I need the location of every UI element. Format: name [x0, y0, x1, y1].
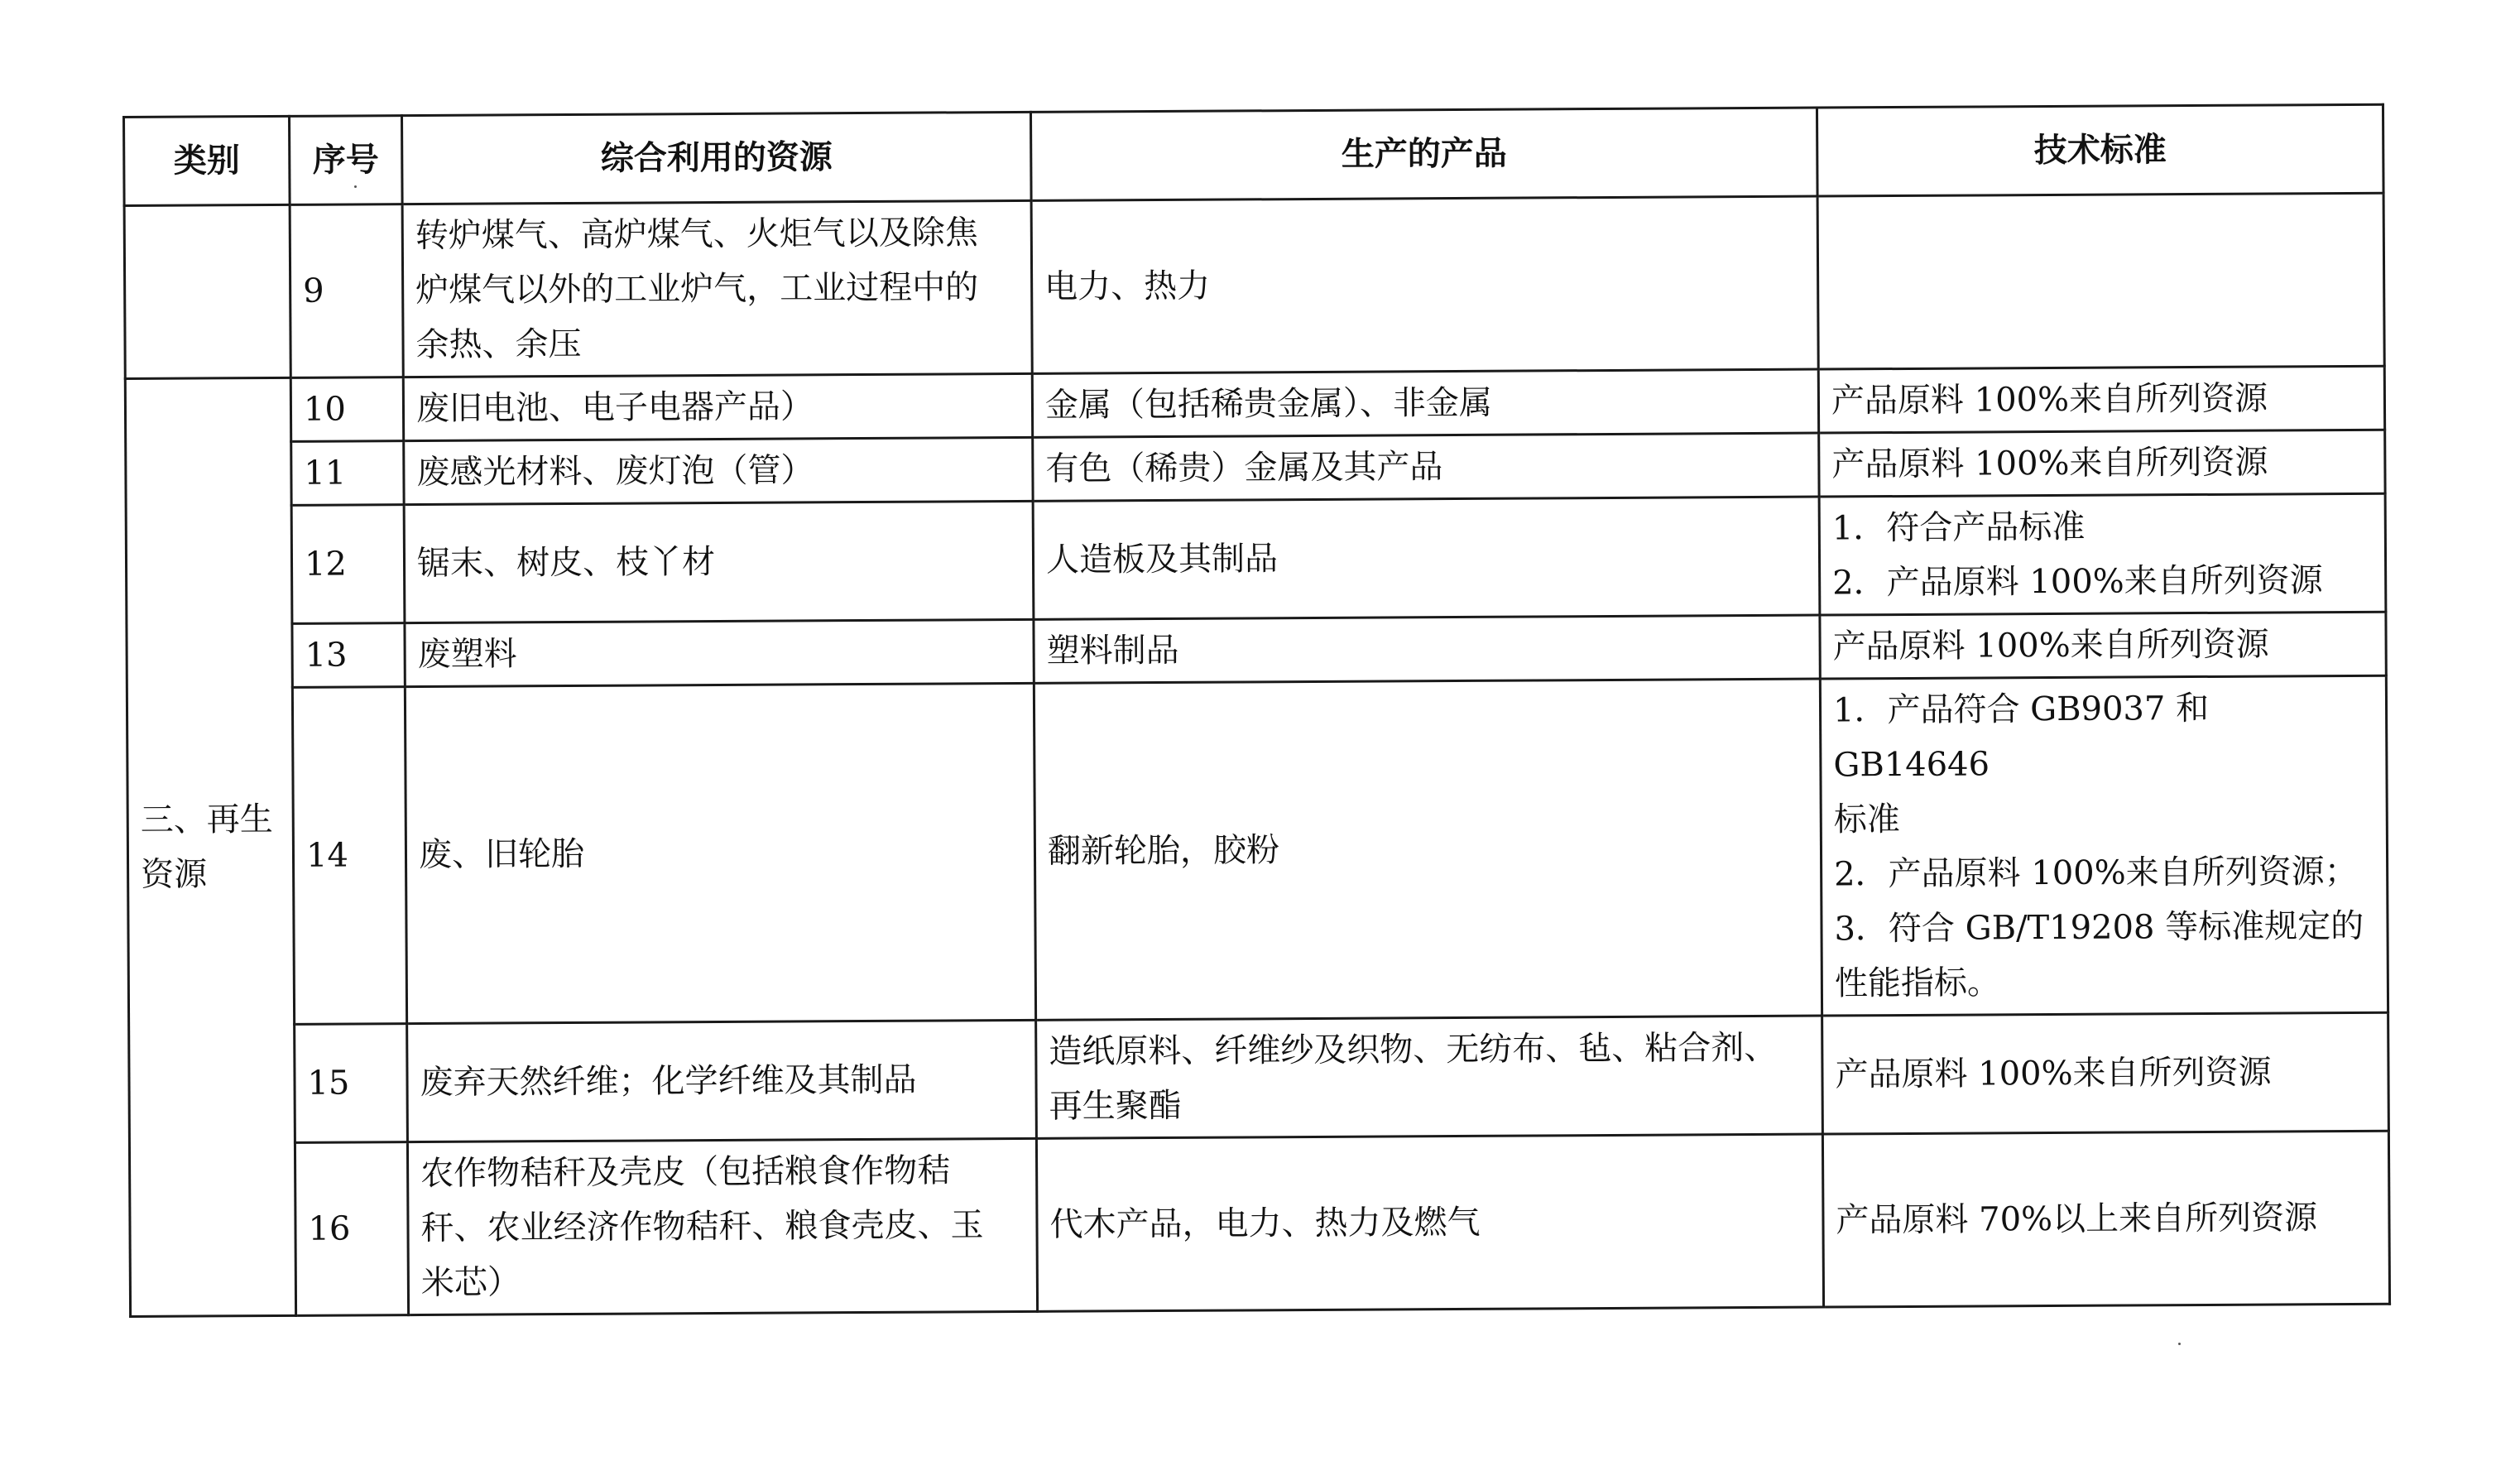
product-cell: [1036, 1134, 1823, 1311]
seq-cell: 9: [290, 204, 403, 378]
resource-line: 废塑料: [417, 635, 517, 675]
product-cell: [1034, 615, 1820, 683]
resource-line: 炉煤气以外的工业炉气，工业过程中的: [415, 268, 979, 310]
product-cell: [1031, 196, 1818, 373]
standard-line: 产品原料 100%来自所列资源: [1832, 625, 2269, 666]
standard-line: 2．产品原料 100%来自所列资源；: [1834, 852, 2358, 894]
product-line: 金属（包括稀贵金属）、非金属: [1044, 383, 1493, 425]
resource-cell: [402, 200, 1032, 377]
category-cell-recycled: [125, 377, 295, 1316]
resource-line: 废、旧轮胎: [418, 834, 585, 875]
table-row: [129, 1131, 2389, 1316]
standard-line: 标准: [1833, 800, 1900, 839]
resource-cell: [405, 683, 1035, 1023]
resource-line: 废旧电池、电子电器产品）: [415, 387, 814, 429]
resource-table: [122, 103, 2391, 1318]
standard-cell: [1818, 366, 2384, 433]
product-cell: [1033, 433, 1819, 501]
category-cell-empty: [124, 204, 290, 378]
table-row: [127, 675, 2388, 1025]
standard-line: 产品原料 100%来自所列资源: [1835, 1053, 2272, 1094]
standard-cell-empty: [1817, 193, 2384, 369]
seq-cell: 14: [292, 687, 406, 1025]
standard-cell: [1820, 612, 2386, 679]
standard-line: 1．产品符合 GB9037 和 GB14646: [1832, 689, 2210, 785]
standard-cell: [1822, 1131, 2389, 1307]
seq-cell: 11: [291, 441, 404, 506]
table-row: [124, 193, 2384, 378]
table-row: [129, 1012, 2389, 1143]
product-line: 再生聚酯: [1049, 1086, 1182, 1126]
header-category: 类别: [124, 116, 290, 205]
resource-line: 锯末、树皮、枝丫材: [416, 543, 716, 584]
seq-cell: 10: [290, 377, 403, 442]
standard-line: 性能指标。: [1834, 964, 2001, 1003]
standard-cell: [1820, 675, 2388, 1016]
standard-line: 产品原料 70%以上来自所列资源: [1836, 1199, 2318, 1240]
product-line: 人造板及其制品: [1045, 540, 1279, 579]
resource-cell: [404, 501, 1034, 622]
resource-cell: [405, 619, 1034, 686]
resource-line: 废感光材料、废灯泡（管）: [416, 451, 814, 493]
standard-line: 1．符合产品标准: [1831, 507, 2086, 548]
product-cell: [1034, 679, 1822, 1020]
standard-line: 3．符合 GB/T19208 等标准规定的: [1834, 906, 2364, 949]
product-line: 造纸原料、纤维纱及织物、无纺布、毡、粘合剂、: [1049, 1028, 1778, 1071]
seq-cell: 13: [292, 623, 405, 688]
category-line: 资源: [140, 855, 208, 894]
product-cell: [1036, 1016, 1823, 1138]
standard-line: 2．产品原料 100%来自所列资源: [1832, 561, 2323, 603]
resource-line: 农作物秸秆及壳皮（包括粮食作物秸: [420, 1151, 951, 1194]
standard-cell: [1819, 430, 2385, 497]
resource-line: 转炉煤气、高炉煤气、火炬气以及除焦: [415, 214, 978, 256]
category-line: 三、再生: [140, 800, 273, 839]
standard-cell: [1819, 493, 2386, 615]
resource-cell: [407, 1138, 1037, 1314]
product-line: 翻新轮胎，胶粉: [1047, 831, 1280, 871]
header-standard: 技术标准: [1817, 104, 2383, 196]
product-cell: [1033, 497, 1820, 619]
scan-speck: [2178, 1343, 2181, 1345]
resource-line: 米芯）: [420, 1263, 521, 1303]
standard-line: 产品原料 100%来自所列资源: [1831, 379, 2268, 421]
table-row: [126, 493, 2386, 624]
header-seq: 序号: [290, 116, 403, 205]
seq-cell: 16: [295, 1142, 408, 1316]
header-resource: 综合利用的资源: [402, 112, 1032, 204]
scan-speck: [354, 185, 357, 188]
table-header-row: [124, 104, 2384, 205]
resource-line: 废弃天然纤维；化学纤维及其制品: [420, 1060, 917, 1103]
product-line: 代木产品，电力、热力及燃气: [1049, 1203, 1481, 1244]
resource-line: 余热、余压: [415, 324, 582, 365]
product-line: 塑料制品: [1046, 631, 1179, 670]
product-line: 电力、热力: [1044, 267, 1211, 306]
seq-cell: 12: [291, 505, 405, 624]
resource-line: 秆、农业经济作物秸秆、粮食壳皮、玉: [420, 1206, 984, 1248]
product-cell: [1032, 369, 1818, 437]
document-page: [122, 103, 2388, 1318]
standard-line: 产品原料 100%来自所列资源: [1831, 443, 2268, 484]
seq-cell: 15: [295, 1024, 408, 1143]
resource-cell: [404, 437, 1033, 504]
product-line: 有色（稀贵）金属及其产品: [1045, 448, 1443, 488]
header-product: 生产的产品: [1030, 108, 1817, 200]
resource-cell: [407, 1020, 1037, 1141]
standard-cell: [1822, 1012, 2389, 1134]
resource-cell: [403, 373, 1032, 440]
